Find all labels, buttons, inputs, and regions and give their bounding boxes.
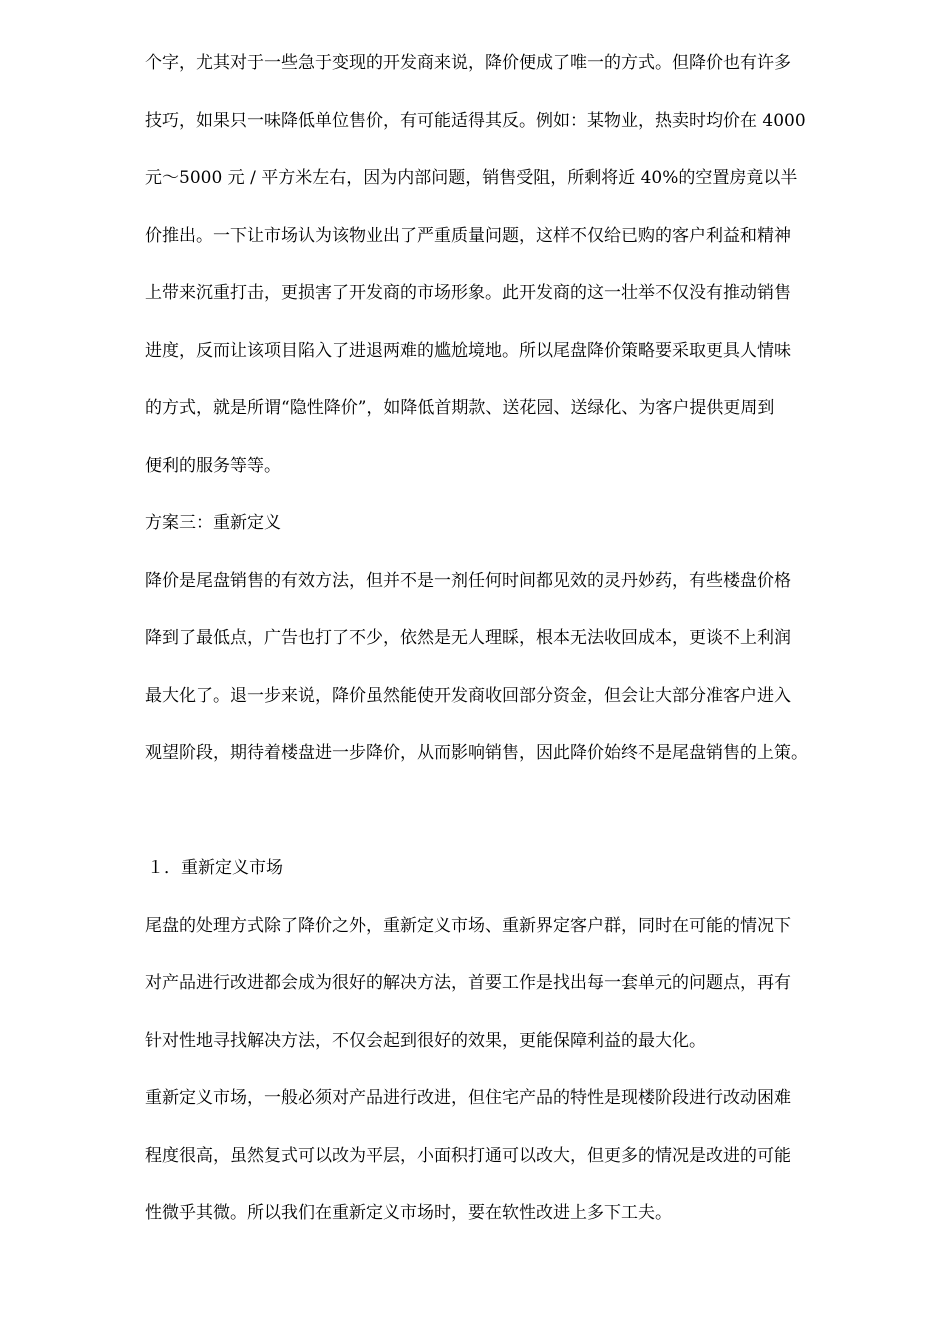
subheading-redefine-market: １．重新定义市场 bbox=[147, 858, 283, 878]
text-line: 性微乎其微。所以我们在重新定义市场时，要在软性改进上多下工夫。 bbox=[145, 1203, 672, 1223]
text-line: 对产品进行改进都会成为很好的解决方法，首要工作是找出每一套单元的问题点，再有 bbox=[145, 973, 791, 993]
text-line: 元～5000 元 / 平方米左右，因为内部问题，销售受阻，所剩将近 40%的空置房竟以半 bbox=[145, 168, 798, 188]
text-line: 降价是尾盘销售的有效方法，但并不是一剂任何时间都见效的灵丹妙药，有些楼盘价格 bbox=[145, 571, 791, 591]
text-line: 降到了最低点，广告也打了不少，依然是无人理睬，根本无法收回成本，更谈不上利润 bbox=[145, 628, 791, 648]
text-line: 便利的服务等等。 bbox=[145, 456, 281, 476]
text-line: 程度很高，虽然复式可以改为平层，小面积打通可以改大，但更多的情况是改进的可能 bbox=[145, 1146, 791, 1166]
text-line: 的方式，就是所谓“隐性降价”，如降低首期款、送花园、送绿化、为客户提供更周到 bbox=[145, 398, 775, 418]
text-line: 观望阶段，期待着楼盘进一步降价，从而影响销售，因此降价始终不是尾盘销售的上策。 bbox=[145, 743, 808, 763]
text-line: 针对性地寻找解决方法，不仅会起到很好的效果，更能保障利益的最大化。 bbox=[145, 1031, 706, 1051]
text-line: 上带来沉重打击，更损害了开发商的市场形象。此开发商的这一壮举不仅没有推动销售 bbox=[145, 283, 791, 303]
text-line: 个字，尤其对于一些急于变现的开发商来说，降价便成了唯一的方式。但降价也有许多 bbox=[145, 53, 791, 73]
text-line: 价推出。一下让市场认为该物业出了严重质量问题，这样不仅给已购的客户利益和精神 bbox=[145, 226, 791, 246]
text-line: 技巧，如果只一味降低单位售价，有可能适得其反。例如：某物业，热卖时均价在 4000 bbox=[145, 111, 806, 131]
text-line: 最大化了。退一步来说，降价虽然能使开发商收回部分资金，但会让大部分准客户进入 bbox=[145, 686, 791, 706]
section-heading: 方案三：重新定义 bbox=[145, 513, 281, 533]
text-line: 进度，反而让该项目陷入了进退两难的尴尬境地。所以尾盘降价策略要采取更具人情味 bbox=[145, 341, 791, 361]
text-line: 重新定义市场，一般必须对产品进行改进，但住宅产品的特性是现楼阶段进行改动困难 bbox=[145, 1088, 791, 1108]
text-line: 尾盘的处理方式除了降价之外，重新定义市场、重新界定客户群，同时在可能的情况下 bbox=[145, 916, 791, 936]
